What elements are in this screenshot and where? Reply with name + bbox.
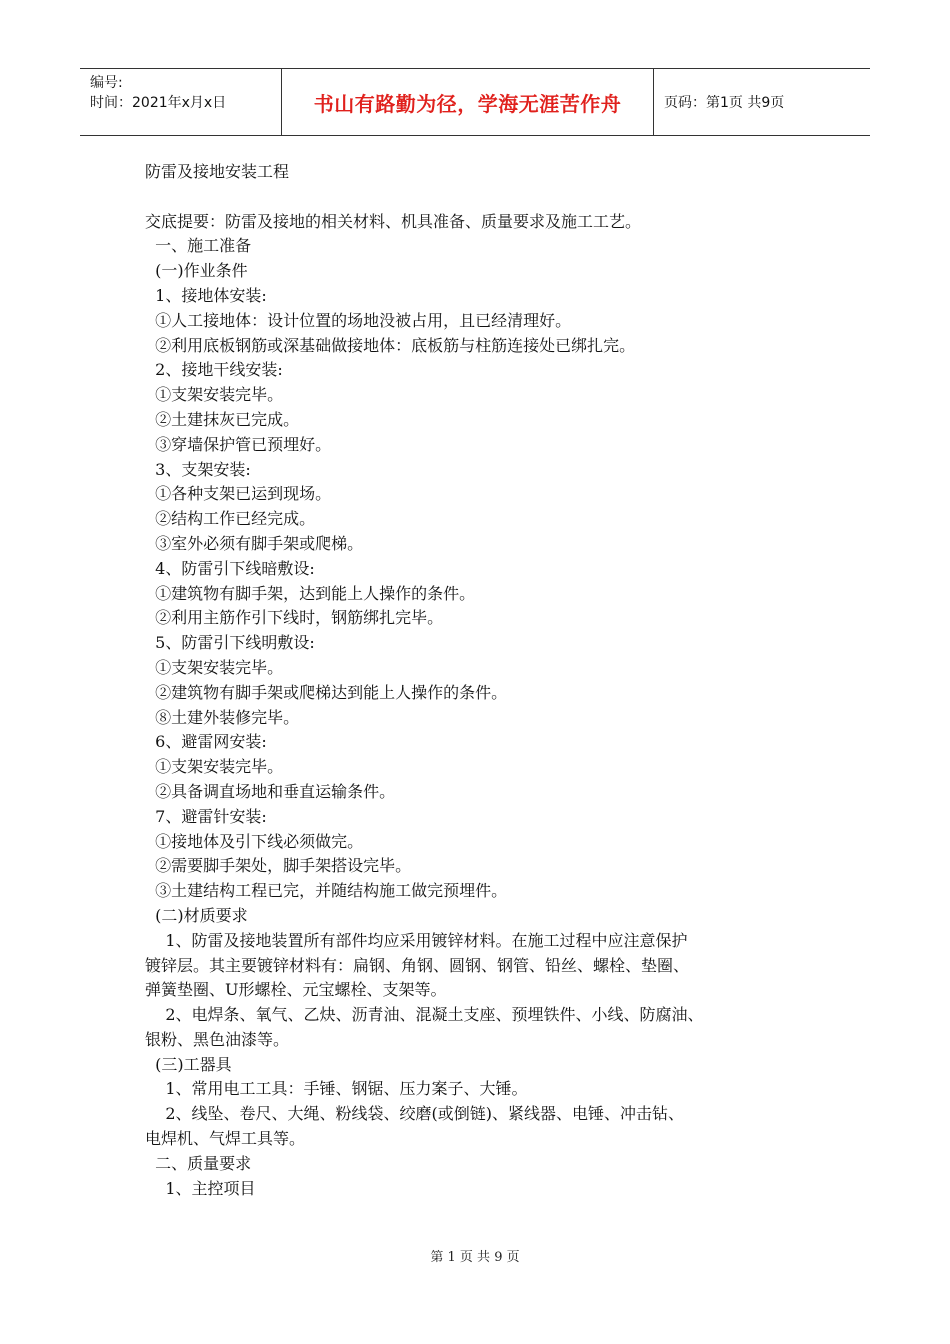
document-line: 1、主控项目 xyxy=(145,1178,256,1198)
document-line: ⑧土建外装修完毕。 xyxy=(145,707,300,727)
document-line: ②结构工作已经完成。 xyxy=(145,509,316,529)
document-line: ②建筑物有脚手架或爬梯达到能上人操作的条件。 xyxy=(145,682,508,702)
document-line: (三)工器具 xyxy=(145,1054,232,1074)
document-line: ③室外必须有脚手架或爬梯。 xyxy=(145,533,364,553)
page-header xyxy=(80,68,870,136)
document-line: 1、防雷及接地装置所有部件均应采用镀锌材料。在施工过程中应注意保护 xyxy=(145,930,688,950)
header-page-number: 页码：第1页 共9页 xyxy=(664,95,785,111)
document-line: (一)作业条件 xyxy=(145,261,248,281)
document-line: ①支架安装完毕。 xyxy=(145,385,284,405)
document-line: ①人工接地体：设计位置的场地没被占用，且已经清理好。 xyxy=(145,310,572,330)
document-line: ②具备调直场地和垂直运输条件。 xyxy=(145,781,396,801)
document-line: 镀锌层。其主要镀锌材料有：扁钢、角钢、圆钢、钢管、铅丝、螺栓、垫圈、 xyxy=(145,955,690,975)
document-line: ②土建抹灰已完成。 xyxy=(145,409,300,429)
document-line: 2、电焊条、氧气、乙炔、沥青油、混凝土支座、预埋铁件、小线、防腐油、 xyxy=(145,1005,704,1025)
document-line: 一、施工准备 xyxy=(145,236,252,256)
document-line: 4、防雷引下线暗敷设: xyxy=(145,558,315,578)
document-line: 2、线坠、卷尺、大绳、粉线袋、绞磨(或倒链)、紧线器、电锤、冲击钻、 xyxy=(145,1104,685,1124)
header-motto: 书山有路勤为径，学海无涯苦作舟 xyxy=(282,69,654,135)
document-line: ②利用底板钢筋或深基础做接地体：底板筋与柱筋连接处已绑扎完。 xyxy=(145,335,636,355)
document-title: 防雷及接地安装工程 xyxy=(145,162,290,181)
document-number-label: 编号: xyxy=(90,75,123,91)
document-line: ③土建结构工程已完，并随结构施工做完预埋件。 xyxy=(145,881,508,901)
document-line: 6、避雷网安装: xyxy=(145,732,267,752)
document-line: 二、质量要求 xyxy=(145,1153,252,1173)
document-line: 3、支架安装: xyxy=(145,459,251,479)
document-line: ②利用主筋作引下线时，钢筋绑扎完毕。 xyxy=(145,608,444,628)
document-line: 弹簧垫圈、U形螺栓、元宝螺栓、支架等。 xyxy=(145,980,447,1000)
document-line: ③穿墙保护管已预埋好。 xyxy=(145,434,332,454)
document-line: ②需要脚手架处，脚手架搭设完毕。 xyxy=(145,856,412,876)
document-line: (二)材质要求 xyxy=(145,905,248,925)
document-line: ①建筑物有脚手架，达到能上人操作的条件。 xyxy=(145,583,476,603)
document-lines xyxy=(145,210,825,1202)
document-line: ①支架安装完毕。 xyxy=(145,657,284,677)
document-line: ①接地体及引下线必须做完。 xyxy=(145,831,364,851)
paragraph-gap xyxy=(145,185,825,210)
document-line: 银粉、黑色油漆等。 xyxy=(145,1029,290,1049)
document-line: 7、避雷针安装: xyxy=(145,806,267,826)
document-body xyxy=(145,160,825,1201)
page-footer: 第 1 页 共 9 页 xyxy=(430,1250,520,1265)
document-line: 1、接地体安装: xyxy=(145,285,267,305)
header-meta xyxy=(80,69,282,135)
document-line: 1、常用电工工具：手锤、钢锯、压力案子、大锤。 xyxy=(145,1079,528,1099)
document-line: 5、防雷引下线明敷设: xyxy=(145,633,315,653)
document-line: ①各种支架已运到现场。 xyxy=(145,484,332,504)
document-line: 2、接地干线安装: xyxy=(145,360,283,380)
document-line: 交底提要：防雷及接地的相关材料、机具准备、质量要求及施工工艺。 xyxy=(145,211,642,231)
document-line: ①支架安装完毕。 xyxy=(145,757,284,777)
document-date-label: 时间：2021年x月x日 xyxy=(90,95,227,111)
document-line: 电焊机、气焊工具等。 xyxy=(145,1129,306,1149)
